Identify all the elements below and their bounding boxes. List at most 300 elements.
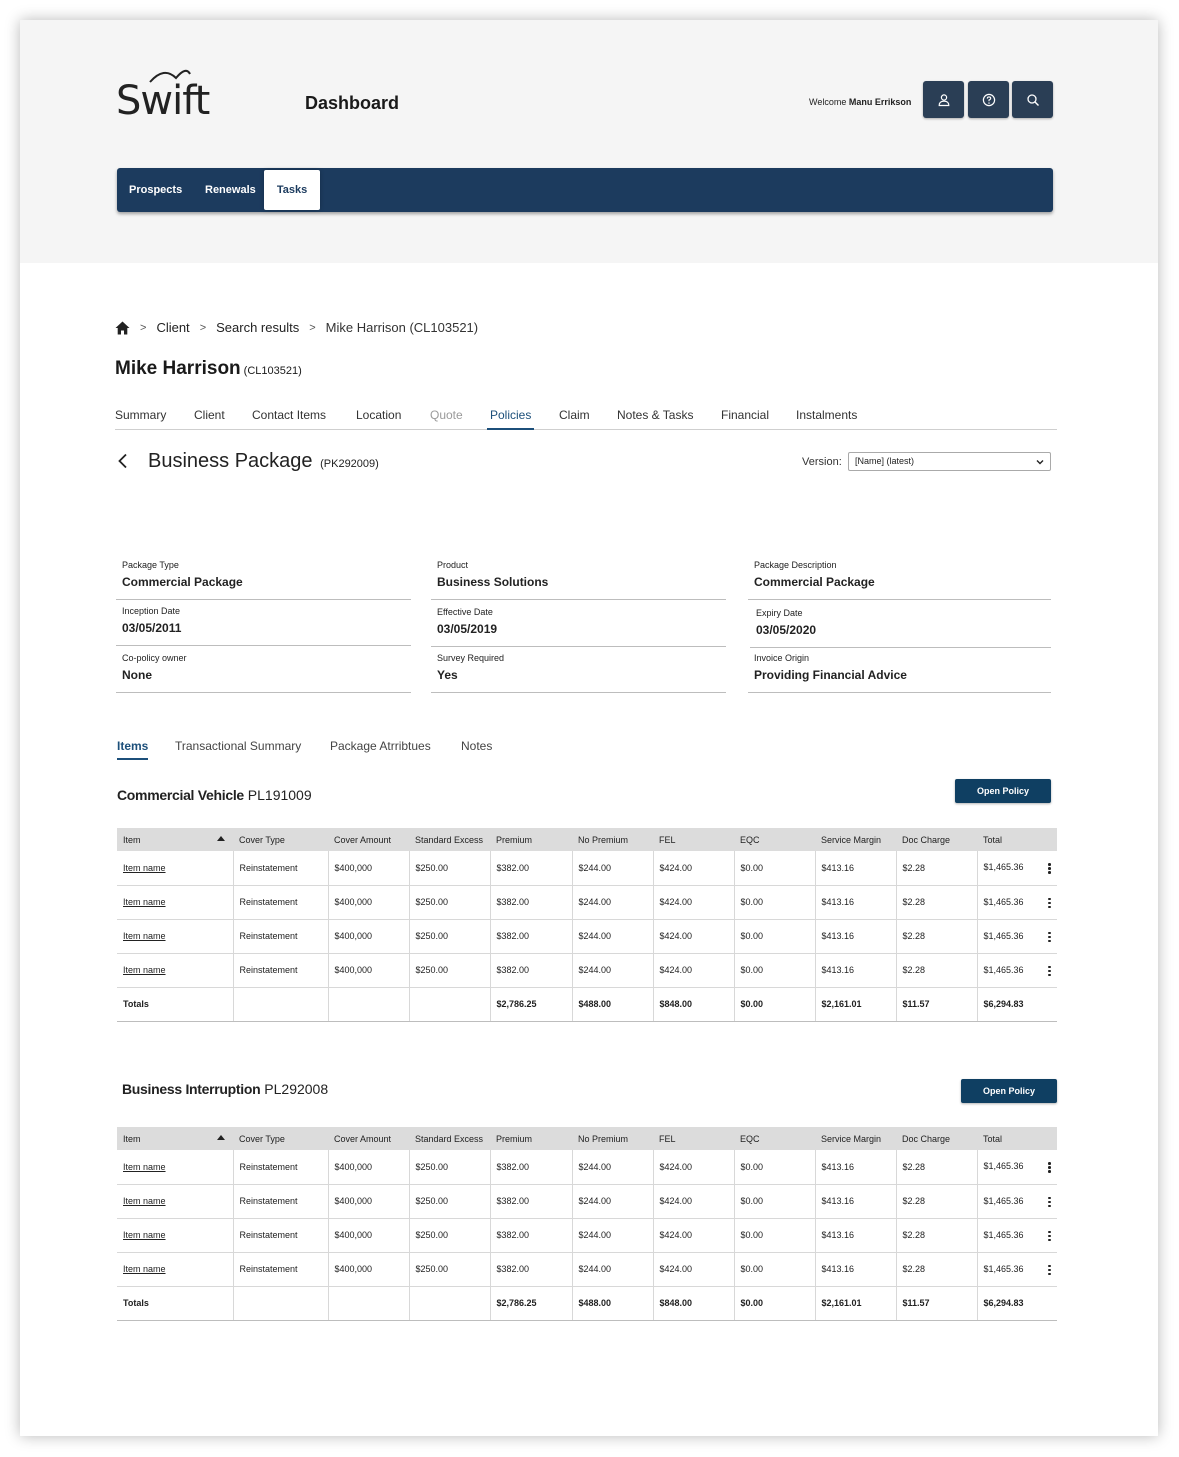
section-name: Business Interruption [122, 1081, 261, 1097]
cell-cover-amount [328, 953, 409, 987]
cell-eqc [734, 953, 815, 987]
cell-value: $2.28 [902, 897, 926, 907]
cell-fel [653, 1252, 734, 1286]
cell-doc-charge [896, 1252, 977, 1286]
cell-cover-amount [328, 851, 409, 885]
cell-value: $2.28 [902, 1161, 926, 1172]
cell-service-margin [815, 1218, 896, 1252]
sort-ascending-icon[interactable] [217, 1135, 225, 1140]
cell-value: $1,465.36 [983, 1161, 1024, 1172]
table-header-row [117, 1127, 1057, 1150]
column-header-label: Total [983, 1133, 1003, 1144]
swift-logo[interactable] [116, 68, 216, 124]
cell-no-premium [572, 953, 653, 987]
total-value: $11.57 [902, 999, 930, 1009]
nav-renewals[interactable]: Renewals [205, 184, 256, 196]
cell-fel [653, 919, 734, 953]
column-header-label: Standard Excess [415, 834, 484, 845]
column-header-label: Cover Amount [334, 834, 392, 845]
cell-value: $244.00 [578, 1196, 612, 1206]
field-package-type [116, 560, 411, 600]
cell-value: Reinstatement [239, 897, 298, 907]
column-header-item[interactable] [117, 1127, 233, 1150]
item-name-link[interactable]: Item name [123, 897, 166, 907]
total-total [977, 1286, 1057, 1320]
column-header-label: Total [983, 834, 1003, 845]
cell-value: $1,465.36 [983, 862, 1024, 873]
column-header-label: No Premium [578, 834, 629, 845]
total-value: $2,161.01 [821, 999, 862, 1009]
field-value: Business Solutions [437, 575, 549, 589]
cell-value: $424.00 [659, 1196, 693, 1206]
header-band [20, 20, 1158, 263]
column-header-premium [490, 828, 572, 851]
column-header-service-margin [815, 828, 896, 851]
cell-value: Reinstatement [239, 1161, 298, 1172]
total-cover-amount [328, 1286, 409, 1320]
total-value: $488.00 [578, 1298, 612, 1308]
column-header-label: Item [123, 834, 141, 845]
cell-value: $0.00 [740, 1264, 764, 1274]
cell-value: $250.00 [415, 1264, 449, 1274]
column-header-doc-charge [896, 1127, 977, 1150]
cell-value: Reinstatement [239, 1196, 298, 1206]
cell-value: $413.16 [821, 965, 855, 975]
tab-policies[interactable]: Policies [487, 408, 534, 430]
column-header-cover-amount [328, 828, 409, 851]
total-item [117, 987, 233, 1021]
cell-item[interactable] [117, 851, 233, 885]
cell-value: $424.00 [659, 1264, 693, 1274]
cell-value: $244.00 [578, 862, 612, 873]
cell-item[interactable] [117, 885, 233, 919]
table-row [117, 851, 1057, 885]
cell-cover-type [233, 1184, 328, 1218]
more-options-icon[interactable] [1048, 898, 1051, 908]
tab-client[interactable]: Client [194, 408, 225, 422]
cell-cover-type [233, 953, 328, 987]
field-survey-required [431, 653, 726, 693]
total-standard-excess [409, 987, 490, 1021]
cell-fel [653, 953, 734, 987]
cell-premium [490, 919, 572, 953]
column-header-eqc [734, 1127, 815, 1150]
cell-value: $2.28 [902, 965, 926, 975]
cell-value: $2.28 [902, 1196, 926, 1206]
table-row [117, 919, 1057, 953]
item-name-link[interactable]: Item name [123, 1264, 166, 1274]
field-value: Yes [437, 668, 458, 682]
item-name-link[interactable]: Item name [123, 1230, 166, 1240]
cell-value: $382.00 [496, 862, 530, 873]
tab-location[interactable]: Location [356, 408, 402, 422]
field-value: Commercial Package [754, 575, 875, 589]
open-policy-button[interactable]: Open Policy [961, 1079, 1057, 1103]
breadcrumb-search-results[interactable]: Search results [216, 320, 300, 335]
cell-value: $2.28 [902, 862, 926, 873]
cell-value: $382.00 [496, 897, 530, 907]
tab-financial[interactable]: Financial [721, 408, 770, 422]
cell-eqc [734, 1184, 815, 1218]
cell-value: $0.00 [740, 1161, 764, 1172]
cell-value: $244.00 [578, 931, 612, 941]
cell-premium [490, 1184, 572, 1218]
open-policy-button[interactable]: Open Policy [955, 779, 1051, 803]
cell-total [977, 1184, 1057, 1218]
field-invoice-origin [748, 653, 1051, 693]
tab-instalments[interactable]: Instalments [796, 408, 858, 422]
nav-tasks[interactable]: Tasks [264, 170, 320, 210]
package-subtabs [117, 739, 537, 761]
field-expiry-date [750, 608, 1051, 648]
field-label: Invoice Origin [754, 653, 810, 663]
cell-value: Reinstatement [239, 965, 298, 975]
column-header-item[interactable] [117, 828, 233, 851]
cell-value: $244.00 [578, 1161, 612, 1172]
cell-total [977, 919, 1057, 953]
cell-value: $250.00 [415, 1230, 449, 1240]
cell-value: $400,000 [334, 1161, 373, 1172]
cell-cover-type [233, 1218, 328, 1252]
column-header-total [977, 1127, 1057, 1150]
cell-total [977, 885, 1057, 919]
sort-ascending-icon[interactable] [217, 836, 225, 841]
cell-premium [490, 953, 572, 987]
client-tabs [115, 408, 1057, 430]
section-title [122, 1081, 328, 1097]
more-options-icon[interactable] [1048, 966, 1051, 976]
total-item [117, 1286, 233, 1320]
cell-no-premium [572, 885, 653, 919]
total-service-margin [815, 1286, 896, 1320]
total-value: $2,786.25 [496, 1298, 537, 1308]
cell-value: Reinstatement [239, 1230, 298, 1240]
breadcrumb-client[interactable]: Client [156, 320, 190, 335]
cell-value: $250.00 [415, 1196, 449, 1206]
total-value: Totals [123, 999, 149, 1009]
user-icon [937, 93, 951, 107]
cell-fel [653, 1150, 734, 1184]
package-code: (PK292009) [320, 458, 379, 470]
total-cover-amount [328, 987, 409, 1021]
cell-premium [490, 1150, 572, 1184]
total-eqc [734, 987, 815, 1021]
cell-value: $1,465.36 [983, 1195, 1024, 1206]
cell-cover-amount [328, 885, 409, 919]
subtab-transactional-summary[interactable]: Transactional Summary [175, 739, 302, 753]
cell-service-margin [815, 1252, 896, 1286]
nav-prospects[interactable]: Prospects [129, 184, 183, 196]
tab-notes-tasks[interactable]: Notes & Tasks [617, 408, 694, 422]
version-select[interactable] [848, 452, 1051, 471]
main-nav [117, 168, 1053, 212]
more-options-icon[interactable] [1048, 863, 1051, 873]
help-button[interactable] [968, 81, 1009, 118]
cell-value: $413.16 [821, 862, 855, 873]
column-header-total [977, 828, 1057, 851]
total-value: $848.00 [659, 999, 693, 1009]
total-cover-type [233, 1286, 328, 1320]
tab-claim[interactable]: Claim [559, 408, 590, 422]
cell-total [977, 953, 1057, 987]
cell-standard-excess [409, 1150, 490, 1184]
table-row [117, 1218, 1057, 1252]
field-label: Product [437, 560, 469, 570]
column-header-label: Cover Type [239, 1133, 285, 1144]
field-package-description [748, 560, 1051, 600]
total-value: $2,786.25 [496, 999, 537, 1009]
cell-total [977, 1150, 1057, 1184]
tab-contact-items[interactable]: Contact Items [252, 408, 327, 422]
item-name-link[interactable]: Item name [123, 931, 166, 941]
table-header-row [117, 828, 1057, 851]
cell-service-margin [815, 1184, 896, 1218]
total-premium [490, 1286, 572, 1320]
cell-cover-amount [328, 919, 409, 953]
cell-cover-type [233, 851, 328, 885]
cell-item[interactable] [117, 953, 233, 987]
cell-value: $400,000 [334, 965, 373, 975]
total-standard-excess [409, 1286, 490, 1320]
breadcrumb [115, 320, 478, 335]
column-header-label: Standard Excess [415, 1133, 484, 1144]
cell-item[interactable] [117, 1218, 233, 1252]
total-premium [490, 987, 572, 1021]
cell-value: $400,000 [334, 1264, 373, 1274]
logo-text: Swift [116, 78, 210, 124]
cell-fel [653, 851, 734, 885]
column-header-label: Premium [496, 1133, 533, 1144]
cell-premium [490, 851, 572, 885]
cell-value: $244.00 [578, 965, 612, 975]
total-value: $11.57 [902, 1298, 930, 1308]
cell-value: $400,000 [334, 862, 373, 873]
column-header-standard-excess [409, 1127, 490, 1150]
cell-doc-charge [896, 851, 977, 885]
cell-cover-type [233, 885, 328, 919]
total-value: $6,294.83 [983, 999, 1024, 1009]
cell-service-margin [815, 953, 896, 987]
cell-value: $413.16 [821, 931, 855, 941]
column-header-no-premium [572, 828, 653, 851]
subtab-notes[interactable]: Notes [461, 739, 493, 753]
cell-no-premium [572, 919, 653, 953]
chevron-down-icon [1036, 458, 1044, 466]
version-label: Version: [802, 456, 842, 468]
breadcrumb-separator: > [199, 321, 207, 334]
tab-summary[interactable]: Summary [115, 408, 167, 422]
tab-quote: Quote [430, 408, 463, 422]
column-header-label: Service Margin [821, 834, 882, 845]
total-eqc [734, 1286, 815, 1320]
column-header-fel [653, 828, 734, 851]
table-row [117, 885, 1057, 919]
column-header-cover-amount [328, 1127, 409, 1150]
total-cover-type [233, 987, 328, 1021]
section-name: Commercial Vehicle [117, 787, 244, 803]
cell-value: $0.00 [740, 931, 764, 941]
column-header-label: Service Margin [821, 1133, 882, 1144]
more-options-icon[interactable] [1048, 1197, 1051, 1207]
cell-doc-charge [896, 885, 977, 919]
cell-value: $413.16 [821, 1264, 855, 1274]
cell-cover-amount [328, 1150, 409, 1184]
cell-eqc [734, 1252, 815, 1286]
total-value: $848.00 [659, 1298, 693, 1308]
breadcrumb-current: Mike Harrison (CL103521) [325, 320, 479, 335]
total-no-premium [572, 987, 653, 1021]
cell-item[interactable] [117, 919, 233, 953]
cell-doc-charge [896, 1150, 977, 1184]
column-header-fel [653, 1127, 734, 1150]
cell-item[interactable] [117, 1150, 233, 1184]
subtab-package-attributes[interactable]: Package Atrribtues [330, 739, 431, 753]
cell-value: $1,465.36 [983, 896, 1024, 907]
cell-no-premium [572, 1218, 653, 1252]
cell-value: $244.00 [578, 1230, 612, 1240]
cell-item[interactable] [117, 1252, 233, 1286]
item-name-link[interactable]: Item name [123, 1161, 166, 1172]
cell-service-margin [815, 885, 896, 919]
cell-fel [653, 1184, 734, 1218]
cell-service-margin [815, 851, 896, 885]
column-header-doc-charge [896, 828, 977, 851]
cell-doc-charge [896, 1218, 977, 1252]
field-label: Expiry Date [756, 608, 803, 618]
cell-value: $0.00 [740, 1230, 764, 1240]
search-button[interactable] [1012, 81, 1053, 118]
cell-fel [653, 885, 734, 919]
cell-cover-type [233, 1150, 328, 1184]
page-frame [20, 20, 1158, 1436]
cell-eqc [734, 1150, 815, 1184]
cell-value: $382.00 [496, 965, 530, 975]
total-value: $2,161.01 [821, 1298, 862, 1308]
cell-service-margin [815, 919, 896, 953]
cell-value: $413.16 [821, 1230, 855, 1240]
total-doc-charge [896, 1286, 977, 1320]
item-name-link[interactable]: Item name [123, 965, 166, 975]
column-header-service-margin [815, 1127, 896, 1150]
column-header-premium [490, 1127, 572, 1150]
cell-value: $382.00 [496, 931, 530, 941]
cell-value: $1,465.36 [983, 1229, 1024, 1240]
column-header-standard-excess [409, 828, 490, 851]
package-title [148, 450, 379, 473]
cell-value: $413.16 [821, 1196, 855, 1206]
field-label: Package Description [754, 560, 837, 570]
field-value: 03/05/2019 [437, 622, 498, 636]
cell-value: $0.00 [740, 897, 764, 907]
total-service-margin [815, 987, 896, 1021]
cell-value: Reinstatement [239, 931, 298, 941]
total-fel [653, 1286, 734, 1320]
column-header-label: FEL [659, 1133, 676, 1144]
client-code: (CL103521) [243, 365, 302, 377]
cell-fel [653, 1218, 734, 1252]
cell-doc-charge [896, 919, 977, 953]
more-options-icon[interactable] [1048, 1231, 1051, 1241]
field-value: 03/05/2020 [756, 623, 817, 637]
field-value: 03/05/2011 [122, 621, 182, 635]
cell-doc-charge [896, 953, 977, 987]
cell-doc-charge [896, 1184, 977, 1218]
cell-cover-type [233, 919, 328, 953]
more-options-icon[interactable] [1048, 1265, 1051, 1275]
cell-standard-excess [409, 851, 490, 885]
cell-total [977, 1218, 1057, 1252]
field-label: Inception Date [122, 606, 181, 616]
cell-premium [490, 1218, 572, 1252]
column-header-cover-type [233, 1127, 328, 1150]
cell-standard-excess [409, 1252, 490, 1286]
cell-value: $244.00 [578, 1264, 612, 1274]
cell-value: $400,000 [334, 1196, 373, 1206]
item-name-link[interactable]: Item name [123, 862, 166, 873]
app-title: Dashboard [305, 93, 400, 113]
column-header-no-premium [572, 1127, 653, 1150]
total-no-premium [572, 1286, 653, 1320]
cell-standard-excess [409, 919, 490, 953]
cell-standard-excess [409, 1184, 490, 1218]
items-table [117, 828, 1057, 1022]
cell-value: $250.00 [415, 897, 449, 907]
cell-value: $1,465.36 [983, 1263, 1024, 1274]
cell-eqc [734, 885, 815, 919]
section-code: PL292008 [264, 1081, 329, 1097]
cell-value: $1,465.36 [983, 930, 1024, 941]
cell-value: $250.00 [415, 931, 449, 941]
column-header-label: Item [123, 1133, 141, 1144]
total-value: $488.00 [578, 999, 612, 1009]
cell-value: $424.00 [659, 862, 693, 873]
cell-no-premium [572, 1150, 653, 1184]
field-label: Effective Date [437, 607, 493, 617]
back-arrow-icon[interactable] [117, 453, 129, 469]
column-header-label: EQC [740, 834, 760, 845]
column-header-label: Premium [496, 834, 533, 845]
field-label: Package Type [122, 560, 179, 570]
cell-cover-amount [328, 1252, 409, 1286]
subtab-items[interactable]: Items [117, 739, 148, 760]
user-button[interactable] [923, 81, 964, 118]
cell-standard-excess [409, 885, 490, 919]
field-label: Co-policy owner [122, 653, 187, 663]
home-icon[interactable] [115, 321, 130, 335]
version-value: [Name] (latest) [855, 456, 915, 466]
cell-total [977, 851, 1057, 885]
more-options-icon[interactable] [1048, 1162, 1051, 1172]
column-header-label: Doc Charge [902, 834, 951, 845]
column-header-label: Doc Charge [902, 1133, 951, 1144]
client-name: Mike Harrison [115, 358, 241, 379]
more-options-icon[interactable] [1048, 932, 1051, 942]
cell-value: $0.00 [740, 1196, 764, 1206]
table-row [117, 1252, 1057, 1286]
cell-no-premium [572, 1184, 653, 1218]
column-header-label: Cover Type [239, 834, 285, 845]
cell-value: $250.00 [415, 965, 449, 975]
cell-value: $382.00 [496, 1230, 530, 1240]
column-header-label: No Premium [578, 1133, 629, 1144]
table-row [117, 1184, 1057, 1218]
cell-cover-amount [328, 1218, 409, 1252]
cell-item[interactable] [117, 1184, 233, 1218]
cell-value: $2.28 [902, 931, 926, 941]
item-name-link[interactable]: Item name [123, 1196, 166, 1206]
cell-eqc [734, 1218, 815, 1252]
cell-eqc [734, 919, 815, 953]
